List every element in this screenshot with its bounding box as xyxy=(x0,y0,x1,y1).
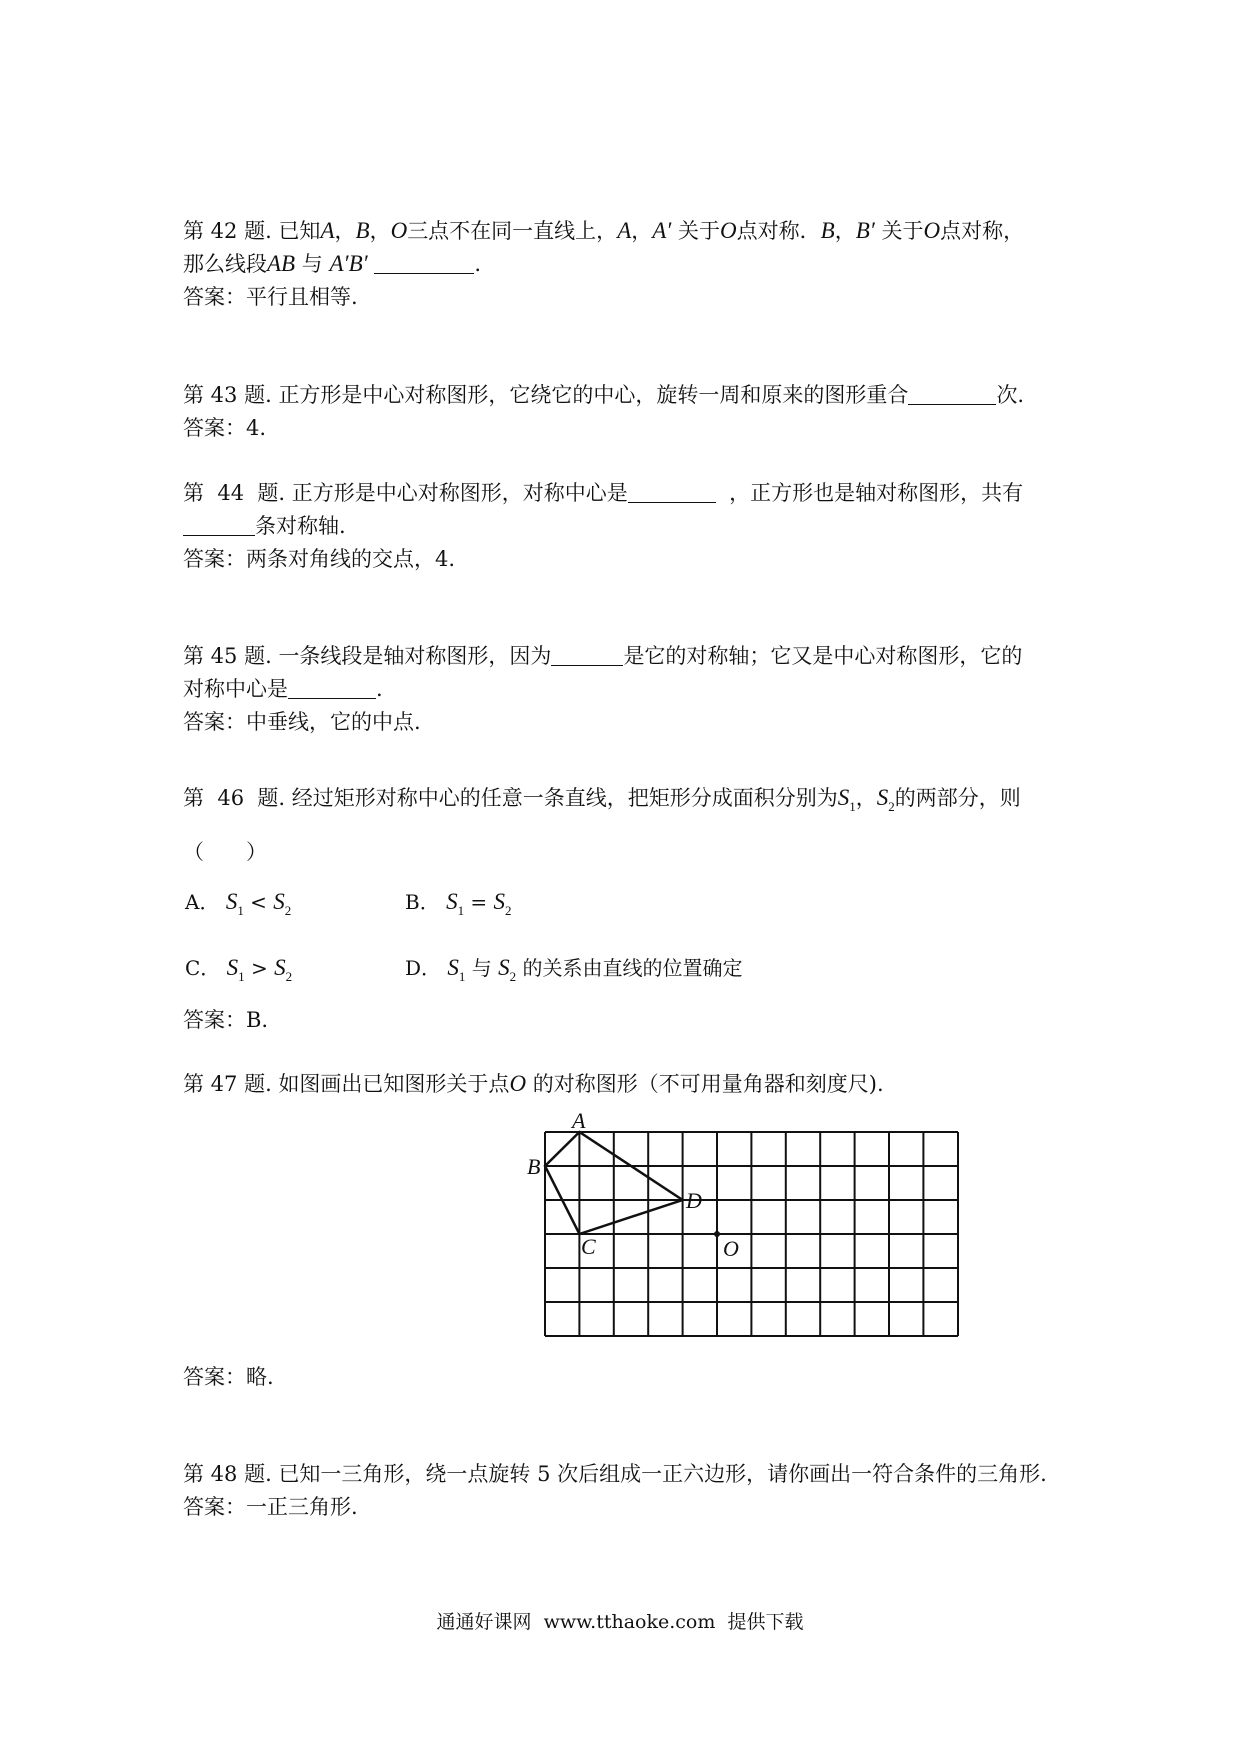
q48-answer: 答案：一正三角形. xyxy=(183,1495,358,1519)
q44-blank-1[interactable] xyxy=(628,482,716,503)
q44-answer: 答案：两条对角线的交点，4. xyxy=(183,547,456,571)
point-o xyxy=(714,1231,720,1237)
q46-option-d[interactable]: D． $S_1$ 与 $S_2$ 的关系由直线的位置确定 xyxy=(405,955,743,984)
q48-line1: 第 48 题. 已知一三角形，绕一点旋转 5 次后组成一正六边形，请你画出一符合条件的三角形. xyxy=(183,1462,1047,1486)
q42-answer: 答案：平行且相等. xyxy=(183,285,358,309)
label-a: A xyxy=(572,1108,586,1133)
q46-paren: （ ） xyxy=(183,840,267,864)
q42-line2: 那么线段AB 与 A′B′ . xyxy=(183,251,482,276)
grid-lines xyxy=(545,1132,958,1336)
q47-answer: 答案：略. xyxy=(183,1365,274,1389)
q46-answer: 答案：B. xyxy=(183,1008,269,1032)
q43-blank[interactable] xyxy=(908,384,996,405)
q44-line1: 第 44 题. 正方形是中心对称图形，对称中心是 ，正方形也是轴对称图形，共有 xyxy=(183,481,1024,505)
q45-blank-1[interactable] xyxy=(551,645,623,666)
label-d: D xyxy=(686,1188,702,1213)
q46-number: 第 46 题. xyxy=(183,786,286,810)
q42-line1: 第 42 题. 已知A，B，O三点不在同一直线上，A，A′ 关于O点对称．B，B′ 关于O点对称， xyxy=(183,218,1025,243)
label-b: B xyxy=(527,1154,541,1179)
q43-number: 第 43 题. xyxy=(183,383,272,407)
q45-line2: 对称中心是 . xyxy=(183,677,383,701)
footer-credit: 通通好课网 www.tthaoke.com 提供下载 xyxy=(436,1611,804,1633)
q46-option-a[interactable]: A． $S_1 < S_2$ xyxy=(185,889,292,918)
q46-line1: 第 46 题. 经过矩形对称中心的任意一条直线，把矩形分成面积分别为$S_1$，$S_2$的两部分，则 xyxy=(183,785,1021,814)
q44-line2: 条对称轴. xyxy=(183,512,346,540)
q47-number: 第 47 题. xyxy=(183,1072,272,1096)
q43-line1: 第 43 题. 正方形是中心对称图形，它绕它的中心，旋转一周和原来的图形重合 次. xyxy=(183,383,1025,407)
q45-blank-2[interactable] xyxy=(288,678,376,699)
q44-number: 第 44 题. xyxy=(183,481,286,505)
label-c: C xyxy=(581,1234,596,1259)
q45-number: 第 45 题. xyxy=(183,644,272,668)
q46-option-c[interactable]: C． $S_1 > S_2$ xyxy=(185,955,293,984)
label-o: O xyxy=(723,1236,739,1261)
q45-line1: 第 45 题. 一条线段是轴对称图形，因为 是它的对称轴；它又是中心对称图形，它的 xyxy=(183,644,1023,668)
q45-answer: 答案：中垂线，它的中点. xyxy=(183,710,421,734)
q42-number: 第 42 题. xyxy=(183,219,272,243)
q44-blank-2[interactable] xyxy=(183,515,255,536)
grid-figure xyxy=(520,1100,970,1350)
q42-blank[interactable] xyxy=(374,253,474,274)
q43-answer: 答案：4. xyxy=(183,416,267,440)
q48-number: 第 48 题. xyxy=(183,1462,272,1486)
q47-line1: 第 47 题. 如图画出已知图形关于点O 的对称图形（不可用量角器和刻度尺). xyxy=(183,1071,884,1096)
q46-option-b[interactable]: B． $S_1 = S_2$ xyxy=(405,889,512,918)
